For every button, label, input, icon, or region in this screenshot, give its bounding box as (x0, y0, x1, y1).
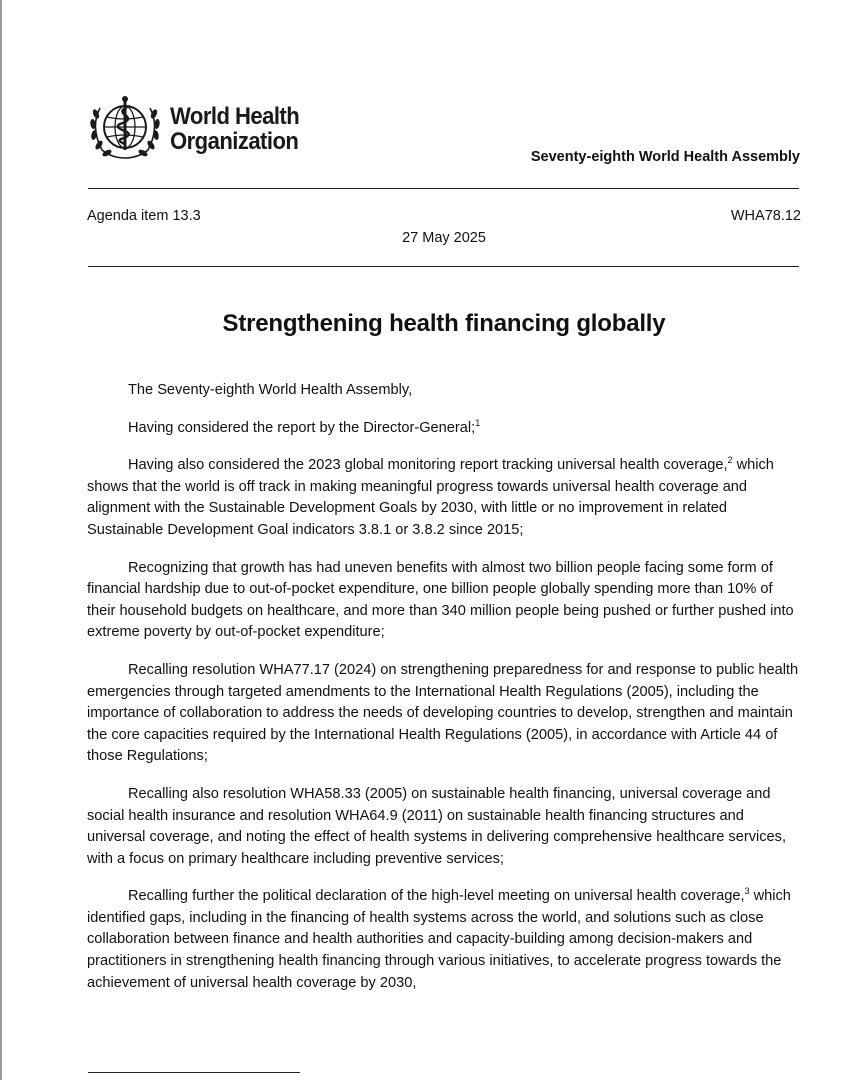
footnote-ref[interactable]: 1 (475, 417, 481, 428)
paragraph: Having considered the report by the Director-General;$^1$ (128, 417, 481, 436)
document-title: Strengthening health financing globally (222, 310, 666, 337)
paragraph: Recalling also resolution WHA58.33 (2005) on sustainable health financing, universal coverage and social health insurance and resolution WHA64.9 (2011) on sustainable health financing structures and universal coverage, and noting the effect of health systems in delivering comprehensive healthcare services, with a focus on primary healthcare including preventive services; (87, 785, 786, 867)
document-number: WHA78.12 (730, 208, 801, 224)
footnote-separator (88, 1072, 300, 1073)
who-logo (86, 94, 310, 164)
page-edge (0, 0, 2, 1080)
footnote-ref[interactable]: 2 (727, 455, 733, 466)
agenda-item: Agenda item 13.3 (87, 208, 201, 224)
org-name-line2: Organization (170, 128, 299, 155)
who-emblem-icon (86, 94, 164, 164)
paragraph: Having also considered the 2023 global monitoring report tracking universal health coverage,$^2$ which shows that the world is off track in making meaningful progress towards universal health coverage and alignment with the Sustainable Development Goals by 2030, with little or no improvement in related Sustainable Development Goal indicators 3.8.1 or 3.8.2 since 2015; (87, 455, 774, 538)
resolution-body (87, 380, 801, 1010)
assembly-name: Seventy-eighth World Health Assembly (530, 149, 800, 165)
paragraph: Recalling further the political declaration of the high-level meeting on universal health coverage,$^3$ which identified gaps, including in the financing of health systems across the world, and solutions such as close collaboration between finance and health authorities and capacity-building among decision-makers and practitioners in strengthening health financing through various initiatives, to accelerate progress towards the achievement of universal health coverage by 2030, (87, 886, 791, 991)
paragraph: The Seventy-eighth World Health Assembly, (128, 382, 413, 398)
header-rule-top (88, 188, 799, 189)
paragraph: Recognizing that growth has had uneven benefits with almost two billion people facing some form of financial hardship due to out-of-pocket expenditure, one billion people globally spending more than 10% of their household budgets on healthcare, and more than 340 million people being pushed or further pushed into extreme poverty by out-of-pocket expenditure; (87, 559, 794, 641)
org-name (170, 104, 299, 154)
document-date: 27 May 2025 (402, 230, 486, 246)
org-name-line1: World Health (170, 103, 300, 130)
paragraph: Recalling resolution WHA77.17 (2024) on strengthening preparedness for and response to public health emergencies through targeted amendments to the International Health Regulations (2005), including the importance of collaboration to address the needs of developing countries to develop, strengthen and maintain the core capacities required by the International Health Regulations (2005), in accordance with Article 44 of those Regulations; (87, 661, 799, 765)
header-rule-bottom (88, 266, 799, 267)
footnote-ref[interactable]: 3 (744, 886, 750, 897)
